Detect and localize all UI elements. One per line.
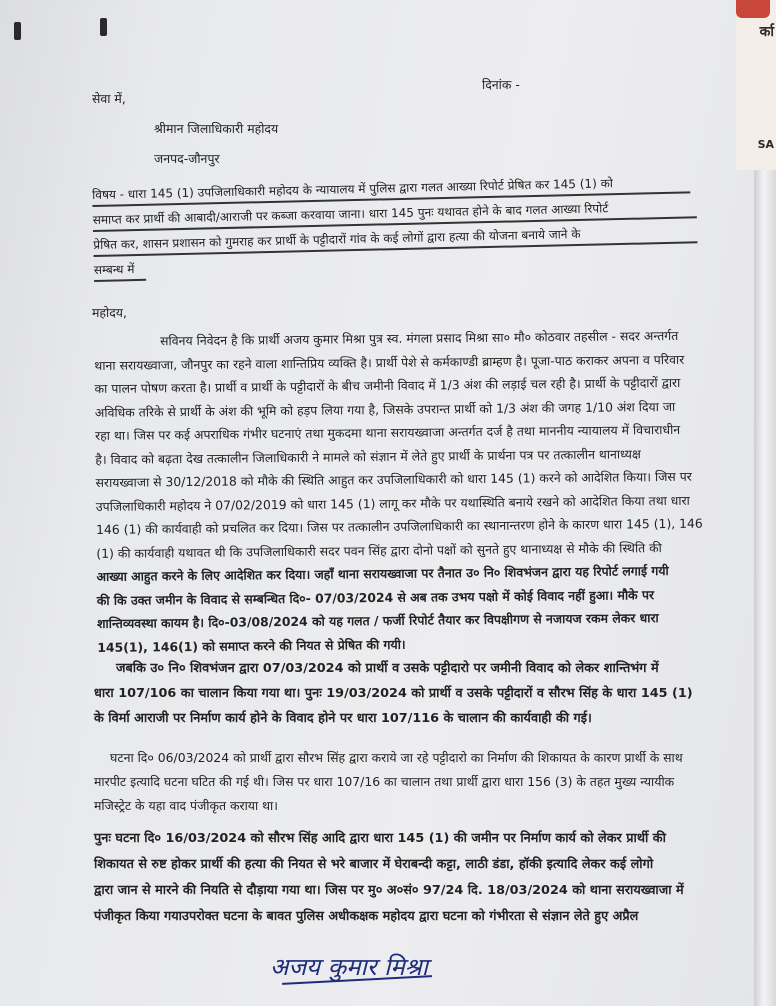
text-line: आख्या आहुत करने के लिए आदेशित कर दिया। जहाँ थाना सरायख्वाजा पर तैनात उ० नि० शिवभंजन द्वारा यह रिपोर्ट लगाई गयी [96,562,669,584]
text-line: की कि उक्त जमीन के विवाद से सम्बन्धित दि०- 07/03/2024 से अब तक उभय पक्षो में कोई विवाद नहीं हुआ। मौके पर [96,586,655,608]
red-strip [736,0,770,18]
text-line: 145(1), 146(1) को समाप्त करने की नियत से प्रेषित की गयी। [97,636,406,655]
text-line: सविनय निवेदन है कि प्रार्थी अजय कुमार मिश्रा पुत्र स्व. मंगला प्रसाद मिश्रा सा० मौ० कोठवार तहसील - सदर अन्तर्गत [160,327,679,349]
district: जनपद-जौनपुर [154,151,220,166]
salutation: सेवा में, [92,91,126,106]
date-label: दिनांक - [482,77,520,92]
binder-clip-icon [14,22,21,40]
text-line: अविधिक तरिके से प्रार्थी के अंश की भूमि को हड़प लिया गया है, जिसके उपरान्त प्रार्थी को 1/3 अंश की जगह 1/10 अंश दिया जा [94,398,676,420]
text-line: उपजिलाधिकारी महोदय ने 07/02/2019 को धारा 145 (1) लागू कर मौके पर यथास्थिति बनाये रखने को आदेशित किया तथा धारा [95,492,690,514]
text-line: शिकायत से रुष्ट होकर प्रार्थी की हत्या की नियत से भरे बाजार में घेराबन्दी कट्टा, लाठी डंडा, हॉकी इत्यादि लेकर कई लोगो [94,857,654,872]
text-line: शान्तिव्यवस्था कायम है। दि०-03/08/2024 को यह गलत / फर्जी रिपोर्ट तैयार कर विपक्षीगण से नजायज रकम लेकर धारा [96,610,659,631]
text-line: द्वारा जान से मारने की नियति से दौड़ाया गया था। जिस पर मु० अ०सं० 97/24 दि. 18/03/2024 को थाना सरायख्वाजा में [94,883,684,898]
text-line: के विर्मा आराजी पर निर्माण कार्य होने के विवाद होने पर धारा 107/116 के चालान की कार्यवाही की गई। [94,711,592,726]
addressee: श्रीमान जिलाधिकारी महोदय [154,121,279,136]
tag-text: SA [757,138,774,151]
text-line: का पालन पोषण करता है। प्रार्थी व प्रार्थी के पट्टीदारों के बीच जमीनी विवाद में 1/3 अंश की लड़ाई चल रही है। प्रार्थी के पट्टीदारों द्वारा [94,374,681,396]
text-line: घटना दि० 06/03/2024 को प्रार्थी द्वारा सौरभ सिंह द्वारा कराये जा रहे पट्टीदारो का निर्माण की शिकायत के कारण प्रार्थी के साथ [110,750,683,765]
tag-text: र्का [759,24,774,40]
binder-clip-icon [100,18,107,36]
paragraph-4 [94,826,714,930]
paragraph-1 [94,324,717,659]
corner-tag [736,0,776,170]
text-line: (1) की कार्यवाही यथावत थी कि उपजिलाधिकारी सदर पवन सिंह द्वारा दोनो पक्षों को सुनते हुए थानाध्यक्ष से मौके की स्थिति की [96,539,662,561]
greeting: महोदय, [92,305,127,320]
handwritten-signature: अजय कुमार मिश्रा [270,953,428,981]
text-line: थाना सरायख्वाजा, जौनपुर का रहने वाला शान्तिप्रिय व्यक्ति है। प्रार्थी पेशे से कर्मकाण्डी ब्राम्हण है। पूजा-पाठ कराकर अपना व परिवार [94,351,685,373]
text-line: धारा 107/106 का चालान किया गया था। पुनः 19/03/2024 को प्रार्थी व उसके पट्टीदारों व सौरभ सिंह के धारा 145 (1) [94,686,693,701]
text-line: है। विवाद को बढ़ता देख तत्कालीन जिलाधिकारी ने मामले को संज्ञान में लेते हुए प्रार्थी के प्रार्थना पत्र पर तत्कालीन थानाध्यक्ष [95,445,641,467]
subject-line: समाप्त कर प्रार्थी की आबादी/आराजी पर कब्जा करवाया जाना। धारा 145 पुनः यथावत होने के बाद गलत आख्या रिपोर्ट [92,201,609,227]
subject-line: प्रेषित कर, शासन प्रशासन को गुमराह कर प्रार्थी के पट्टीदारों गांव के कई लोगों द्वारा हत्या की योजना बनाये जाने के [93,226,581,252]
text-line: मारपीट इत्यादि घटना घटित की गई थी। जिस पर धारा 107/16 का चालान तथा प्रार्थी द्वारा धारा 156 (3) के तहत मुख्य न्यायीक [94,774,675,789]
paragraph-2 [94,656,714,731]
text-line: पंजीकृत किया गयाउपरोक्त घटना के बावत पुलिस अधीकक्षक महोदय द्वारा घटना को गंभीरता से संज्ञान लेते हुए अप्रैल [94,909,639,924]
text-line: जबकि उ० नि० शिवभंजन द्वारा 07/03/2024 को प्रार्थी व उसके पट्टीदारो पर जमीनी विवाद को लेकर शान्तिभंग में [116,661,659,676]
text-line: 146 (1) की कार्यवाही को प्रचलित कर दिया। जिस पर तत्कालीन उपजिलाधिकारी का स्थानान्तरण होने के कारण धारा 145 (1), 146 [96,515,703,537]
paragraph-3 [94,746,714,818]
subject-underline [94,279,146,282]
text-line: मजिस्ट्रेट के यहा वाद पंजीकृत कराया था। [94,798,278,813]
subject-line: सम्बन्ध में [93,262,135,277]
text-line: रहा था। जिस पर कई अपराधिक गंभीर घटनाएं तथा मुकदमा थाना सरायख्वाजा अन्तर्गत दर्ज है तथा माननीय न्यायालय में विचाराधीन [95,421,681,443]
text-line: पुनः घटना दि० 16/03/2024 को सौरभ सिंह आदि द्वारा धारा 145 (1) की जमीन पर निर्माण कार्य को लेकर प्रार्थी की [94,831,666,846]
subject-line: विषय - धारा 145 (1) उपजिलाधिकारी महोदय के न्यायालय में पुलिस द्वारा गलत आख्या रिपोर्ट प्रेषित कर 145 (1) को [92,176,614,202]
text-line: सरायख्वाजा से 30/12/2018 को मौके की स्थिति आहुत कर उपजिलाधिकारी को धारा 145 (1) करने को आदेशित किया। जिस पर [95,468,692,490]
